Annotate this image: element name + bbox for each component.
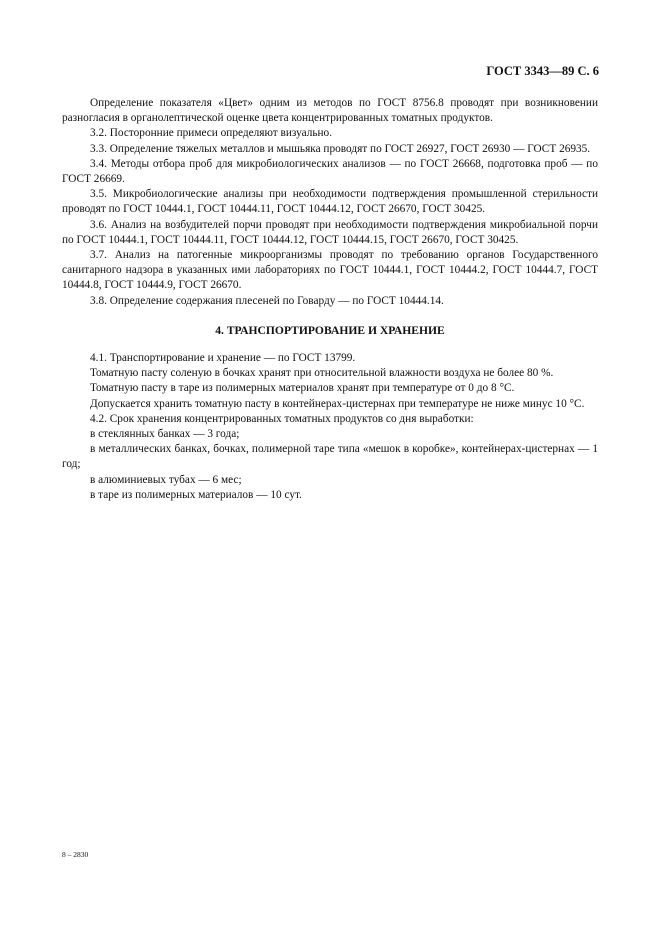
- list-item: в таре из полимерных материалов — 10 сут.: [90, 488, 302, 501]
- page-header: ГОСТ 3343—89 С. 6: [486, 64, 599, 78]
- paragraph: 3.4. Методы отбора проб для микробиологических анализов — по ГОСТ 26668, подготовка проб — по ГОСТ 26669.: [62, 157, 598, 186]
- paragraph: 4.1. Транспортирование и хранение — по ГОСТ 13799.: [90, 352, 356, 365]
- paragraph: 4.2. Срок хранения концентрированных томатных продуктов со дня выработки:: [90, 412, 474, 425]
- paragraph: Томатную пасту соленую в бочках хранят при относительной влажности воздуха не более 80 %.: [90, 367, 554, 380]
- list-item: в металлических банках, бочках, полимерной таре типа «мешок в коробке», контейнерах-цистернах — 1 год;: [62, 443, 598, 471]
- page-footer-code: 8 – 2830: [62, 850, 89, 859]
- list-item: в алюминиевых тубах — 6 мес;: [90, 473, 242, 486]
- paragraph: 3.6. Анализ на возбудителей порчи проводят при необходимости подтверждения микробиальной порчи по ГОСТ 10444.1, ГОСТ 10444.11, ГОСТ 10444.12, ГОСТ 10444.15, ГОСТ 26670, ГОСТ 30425.: [62, 218, 598, 246]
- paragraph: 3.8. Определение содержания плесеней по Говарду — по ГОСТ 10444.14.: [90, 294, 444, 307]
- paragraph: Томатную пасту в таре из полимерных материалов хранят при температуре от 0 до 8 °С.: [90, 382, 515, 395]
- paragraph: 3.2. Посторонние примеси определяют визуально.: [90, 127, 333, 140]
- section-heading: 4. ТРАНСПОРТИРОВАНИЕ И ХРАНЕНИЕ: [215, 323, 445, 337]
- paragraph: 3.7. Анализ на патогенные микроорганизмы проводят по требованию органов Государственного санитарного надзора в указанных ими лабораториях по ГОСТ 10444.1, ГОСТ 10444.2, ГОСТ 10444.7, ГОСТ 10444.8, ГОСТ 10444.9, ГОСТ 26670.: [62, 249, 598, 292]
- list-item: в стеклянных банках — 3 года;: [90, 428, 240, 441]
- paragraph: Допускается хранить томатную пасту в контейнерах-цистернах при температуре не ниже минус 10 °С.: [90, 397, 585, 410]
- paragraph: 3.5. Микробиологические анализы при необходимости подтверждения промышленной стерильности проводят по ГОСТ 10444.1, ГОСТ 10444.11, ГОСТ 10444.12, ГОСТ 26670, ГОСТ 30425.: [62, 188, 598, 216]
- document-body: [62, 96, 598, 503]
- paragraph: Определение показателя «Цвет» одним из методов по ГОСТ 8756.8 проводят при возникновении разногласия в органолептической оценке цвета концентрированных томатных продуктов.: [62, 97, 598, 125]
- paragraph: 3.3. Определение тяжелых металлов и мышьяка проводят по ГОСТ 26927, ГОСТ 26930 — ГОСТ 26935.: [90, 142, 591, 155]
